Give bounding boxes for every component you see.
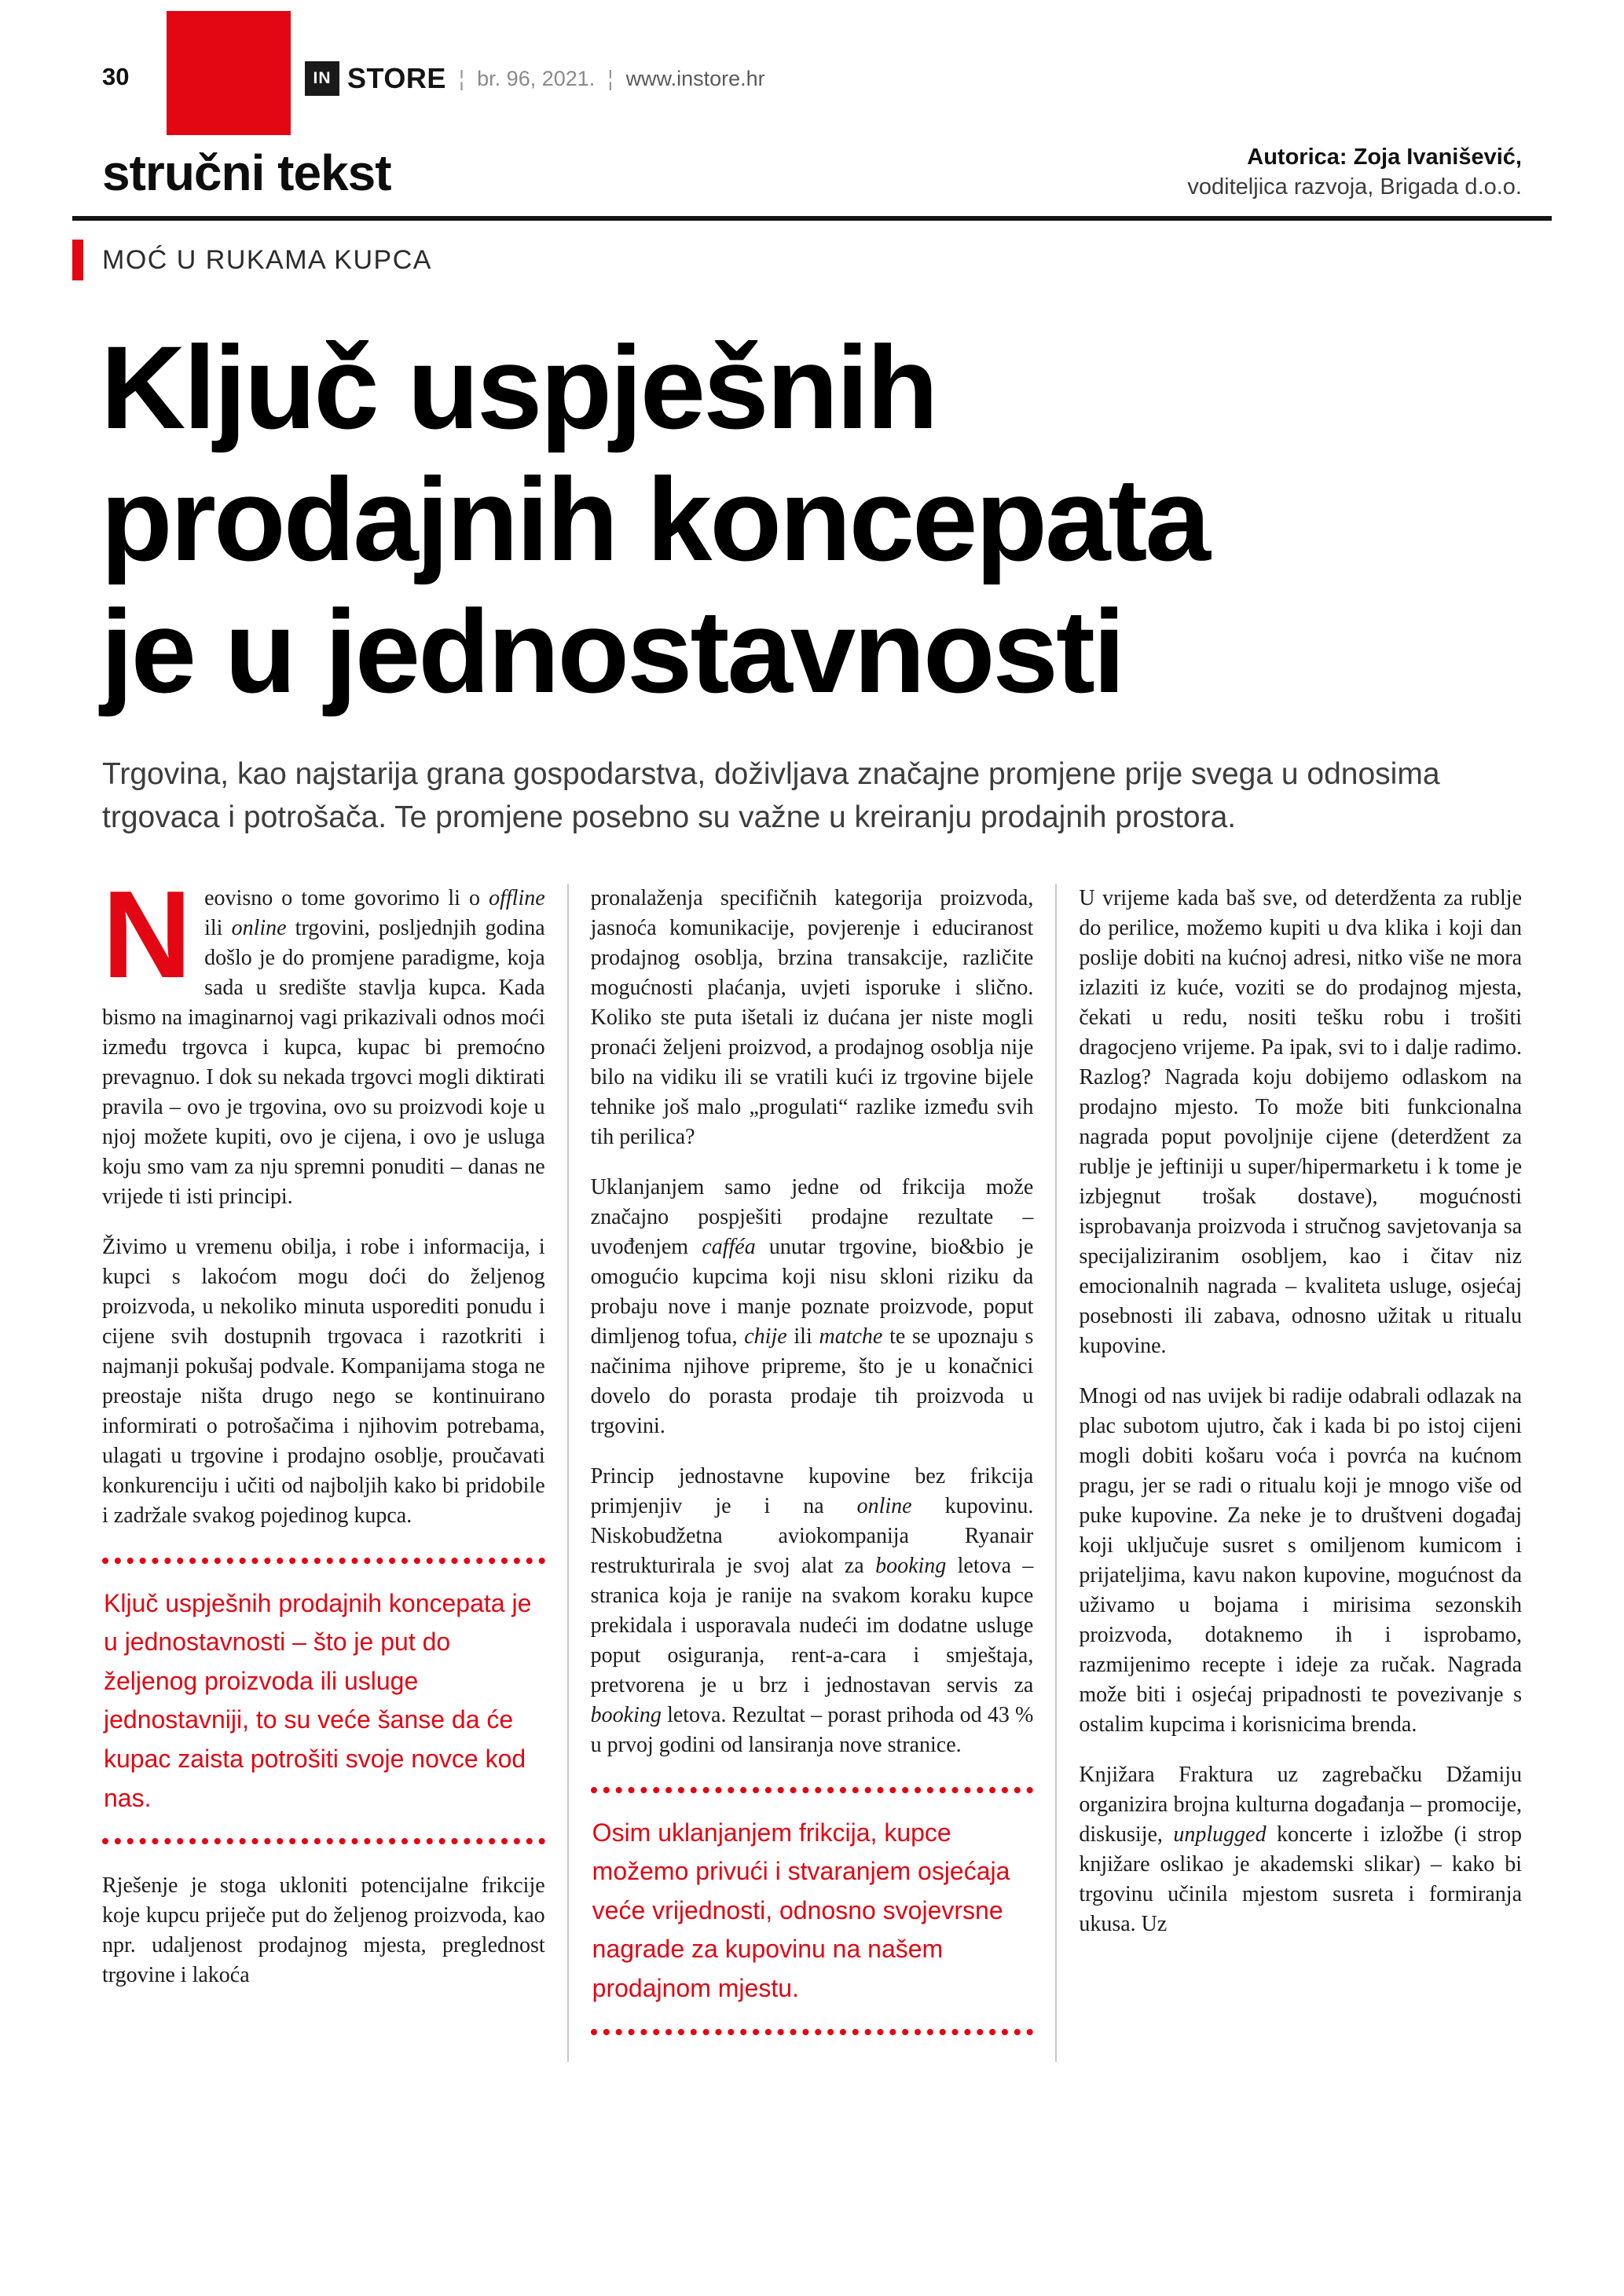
pull-quote: Osim uklanjanjem frikcija, kupce možemo privući i stvaranjem osjećaja veće vrijednosti, odnosno svojevrsne nagrade za kupovinu na našem prodajnom mjestu. [591, 1787, 1034, 2035]
kicker [72, 240, 1552, 280]
column-2 [567, 884, 1034, 2062]
author-name: Autorica: Zoja Ivanišević, [1247, 145, 1522, 170]
paragraph: Princip jednostavne kupovine bez frikcija primjenjiv je i na online kupovinu. Niskobudžetna aviokompanija Ryanair restrukturirala je svoj alat za booking letova – stranica koja je ranije na svakom koraku kupce prekidala i usporavala nudeći im dodatne usluge poput osiguranja, rent-a-cara i smještaja, pretvorena je u brz i jednostavan servis za booking letova. Rezultat – porast prihoda od 43 % u prvoj godini od lansiranja nove stranice. [590, 1463, 1034, 1757]
masthead-separator: ¦ [458, 66, 465, 90]
paragraph: Živimo u vremenu obilja, i robe i informacija, i kupci s lakoćom mogu doći do željenog proizvoda, u nekoliko minuta usporediti ponudu i cijene svih dostupnih trgovaca i razotkriti i najmanji pokušaj podvale. Kompanijama stoga ne preostaje ništa drugo nego se kontinuirano informirati o potrošačima i njihovim potrebama, ulagati u trgovine i prodajno osoblje, proučavati konkurenciju i učiti od najboljih kako bi pridobile i zadržale svakog pojedinog kupca. [102, 1234, 545, 1528]
instore-logo-in-box: IN [305, 61, 339, 96]
paragraph [102, 865, 545, 1212]
paragraph: Rješenje je stoga ukloniti potencijalne frikcije koje kupcu priječe put do željenog proizvoda, kao npr. udaljenost prodajnog mjesta, preglednost trgovine i lakoća [102, 1873, 545, 1988]
kicker-red-bar [72, 240, 83, 280]
article-headline [101, 321, 1523, 717]
author-role: voditeljica razvoja, Brigada d.o.o. [1187, 174, 1522, 200]
column-3 [1055, 884, 1522, 2062]
paragraph: pronalaženja specifičnih kategorija proizvoda, jasnoća komunikacije, povjerenje i educiranost prodajnog osoblja, brzina transakcije, različite mogućnosti plaćanja, uvjeti isporuke i slično. Koliko ste puta išetali iz dućana jer niste mogli pronaći željeni proizvod, a prodajnog osoblja nije bilo na vidiku ili se vratili kući iz trgovine bijele tehnike još malo „progulati“ razlike između svih tih perilica? [590, 885, 1034, 1149]
logo-row [305, 61, 765, 96]
headline-line: je u jednostavnosti [101, 585, 1124, 718]
section-header [0, 143, 1624, 216]
drop-cap: N [102, 865, 192, 1004]
author-block [1187, 143, 1522, 202]
masthead-separator: ¦ [607, 66, 614, 90]
kicker-text: MOĆ U RUKAMA KUPCA [102, 244, 432, 275]
pull-quote: Ključ uspješnih prodajnih koncepata je u jednostavnosti – što je put do željenog proizvoda ili usluge jednostavniji, to su veće šanse da će kupac zaista potrošiti svoje novce kod nas. [102, 1558, 545, 1845]
paragraph: Uklanjanjem samo jedne od frikcija može značajno pospješiti prodajne rezultate – uvođenjem cafféa unutar trgovine, bio&bio je omogućio kupcima koji nisu skloni riziku da probaju nove i manje poznate proizvode, poput dimljenog tofua, chije ili matche te se upoznaju s načinima njihove pripreme, što je u konačnici dovelo do porasta prodaje tih proizvoda u trgovini. [590, 1174, 1034, 1438]
paragraph: Knjižara Fraktura uz zagrebačku Džamiju organizira brojna kulturna događanja – promocije, diskusije, unplugged koncerte i izložbe (i strop knjižare oslikao je akademski slikar) – kako bi trgovinu učinila mjestom susreta i formiranja ukusa. Uz [1079, 1762, 1523, 1936]
article-lead: Trgovina, kao najstarija grana gospodarstva, doživljava značajne promjene prije svega u odnosima trgovaca i potrošača. Te promjene posebno su važne u kreiranju prodajnih prostora. [102, 757, 1440, 834]
brand-red-square [167, 11, 291, 135]
masthead [0, 0, 1624, 143]
website-link[interactable]: www.instore.hr [625, 66, 765, 90]
paragraph: Mnogi od nas uvijek bi radije odabrali odlazak na plac subotom ujutro, čak i kada bi po istoj cijeni mogli dobiti košaru voća i povrća na kućnom pragu, jer se radi o ritualu koji je mnogo više od puke kupovine. Za neke je to društveni događaj koji uključuje susret s omiljenom kumicom i prijateljima, kavu nakon kupovine, mogućnost da uživamo u bojama i mirisima sezonskih proizvoda, dotaknemo ih i isprobamo, razmijenimo recepte i ideje za ručak. Nagrada može biti i osjećaj pripadnosti te povezivanje s ostalim kupcima i korisnicima brenda. [1079, 1383, 1523, 1737]
article-body [102, 865, 1523, 2062]
paragraph-text: eovisno o tome govorimo li o offline ili online trgovini, posljednjih godina došlo je do promjene paradigme, koja sada u središte stavlja kupca. Kada bismo na imaginarnoj vagi prikazivali odnos moći između trgovca i kupca, kupac bi premoćno prevagnuo. I dok su nekada trgovci mogli diktirati pravila – ovo je trgovina, ovo su proizvodi koje u njoj možete kupiti, ovo je cijena, i ovo je usluga koju smo vam za nju spremni ponuditi – danas ne vrijede ti isti principi. [102, 885, 545, 1209]
page-number: 30 [102, 63, 130, 90]
column-1 [102, 865, 545, 2062]
headline-line: prodajnih koncepata [101, 453, 1208, 586]
headline-line: Ključ uspješnih [101, 321, 937, 454]
header-rule [72, 216, 1552, 221]
instore-logo-store: STORE [347, 62, 446, 94]
paragraph: U vrijeme kada baš sve, od deterdženta za rublje do perilice, možemo kupiti u dva klika i koji dan poslije dobiti na kućnoj adresi, nitko više ne mora izlaziti iz kuće, voziti se do prodajnog mjesta, čekati u redu, nositi tešku robu i trošiti dragocjeno vrijeme. Pa ipak, svi to i dalje radimo. Razlog? Nagrada koju dobijemo odlaskom na prodajno mjesto. To može biti funkcionalna nagrada poput povoljnije cijene (deterdžent za rublje je jeftiniji u super/hipermarketu i k tome je izbjegnut trošak dostave), mogućnosti isprobavanja proizvoda i stručnog savjetovanja sa specijaliziranim osobljem, kao i čitav niz emocionalnih nagrada – kvaliteta usluge, osjećaj posebnosti ili zabava, odnosno užitak u ritualu kupovine. [1079, 885, 1523, 1358]
section-title: stručni tekst [102, 145, 391, 202]
issue-number: br. 96, 2021. [477, 66, 596, 90]
